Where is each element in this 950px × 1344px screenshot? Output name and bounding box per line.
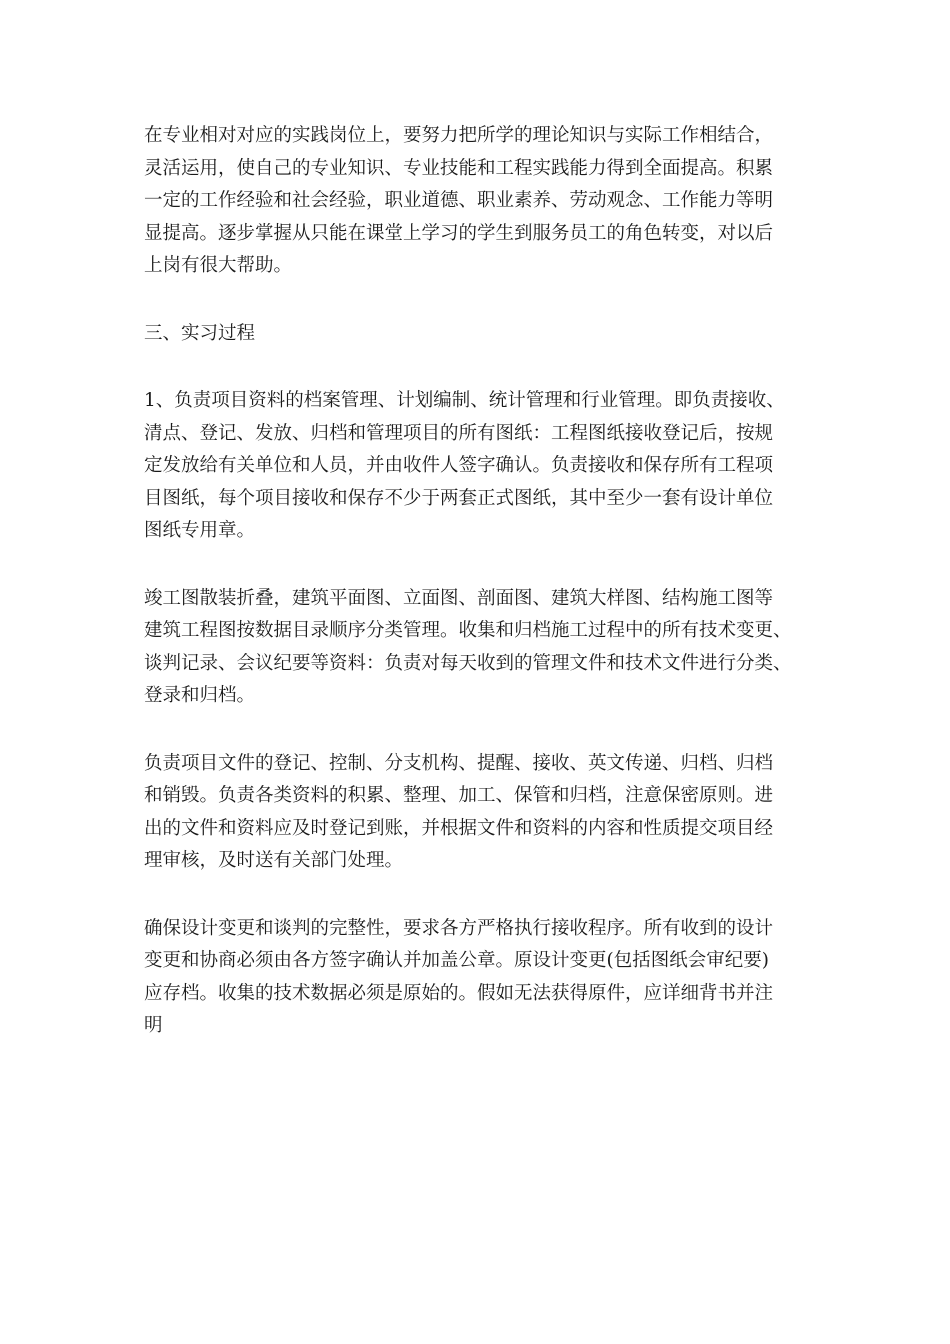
text-line: 一定的工作经验和社会经验，职业道德、职业素养、劳动观念、工作能力等明 — [144, 190, 774, 211]
text-line: 变更和协商必须由各方签字确认并加盖公章。原设计变更(包括图纸会审纪要) — [144, 950, 769, 971]
paragraph-internship-goals — [144, 120, 814, 283]
paragraph-document-control — [144, 748, 814, 878]
text-line: 图纸专用章。 — [144, 520, 256, 541]
text-line: 理审核，及时送有关部门处理。 — [144, 850, 404, 871]
text-line: 确保设计变更和谈判的完整性，要求各方严格执行接收程序。所有收到的设计 — [144, 917, 774, 939]
text-line: 和销毁。负责各类资料的积累、整理、加工、保管和归档，注意保密原则。进 — [144, 785, 774, 806]
text-line: 上岗有很大帮助。 — [144, 255, 293, 276]
text-line: 目图纸，每个项目接收和保存不少于两套正式图纸，其中至少一套有设计单位 — [144, 487, 774, 509]
text-line: 显提高。逐步掌握从只能在课堂上学习的学生到服务员工的角色转变，对以后 — [144, 222, 774, 244]
text-line: 定发放给有关单位和人员，并由收件人签字确认。负责接收和保存所有工程项 — [144, 455, 774, 476]
section-heading — [144, 318, 814, 351]
text-line: 竣工图散装折叠，建筑平面图、立面图、剖面图、建筑大样图、结构施工图等 — [144, 587, 774, 609]
text-line: 谈判记录、会议纪要等资料：负责对每天收到的管理文件和技术文件进行分类、 — [144, 652, 792, 674]
paragraph-design-changes — [144, 913, 814, 1043]
text-line: 建筑工程图按数据目录顺序分类管理。收集和归档施工过程中的所有技术变更、 — [144, 620, 792, 641]
text-line: 登录和归档。 — [144, 685, 256, 706]
section-heading-text: 三、实习过程 — [144, 322, 256, 344]
paragraph-item-1 — [144, 385, 814, 548]
text-line: 1、负责项目资料的档案管理、计划编制、统计管理和行业管理。即负责接收、 — [144, 390, 785, 411]
paragraph-as-built-drawings — [144, 583, 814, 713]
text-line: 灵活运用，使自己的专业知识、专业技能和工程实践能力得到全面提高。积累 — [144, 157, 774, 179]
text-line: 出的文件和资料应及时登记到账，并根据文件和资料的内容和性质提交项目经 — [144, 817, 774, 839]
text-line: 负责项目文件的登记、控制、分支机构、提醒、接收、英文传递、归档、归档 — [144, 752, 774, 774]
text-line: 清点、登记、发放、归档和管理项目的所有图纸：工程图纸接收登记后，按规 — [144, 422, 774, 444]
text-line: 明 — [144, 1015, 163, 1036]
text-line: 在专业相对对应的实践岗位上，要努力把所学的理论知识与实际工作相结合， — [144, 125, 774, 146]
text-line: 应存档。收集的技术数据必须是原始的。假如无法获得原件，应详细背书并注 — [144, 982, 774, 1004]
document-body — [144, 120, 814, 1078]
